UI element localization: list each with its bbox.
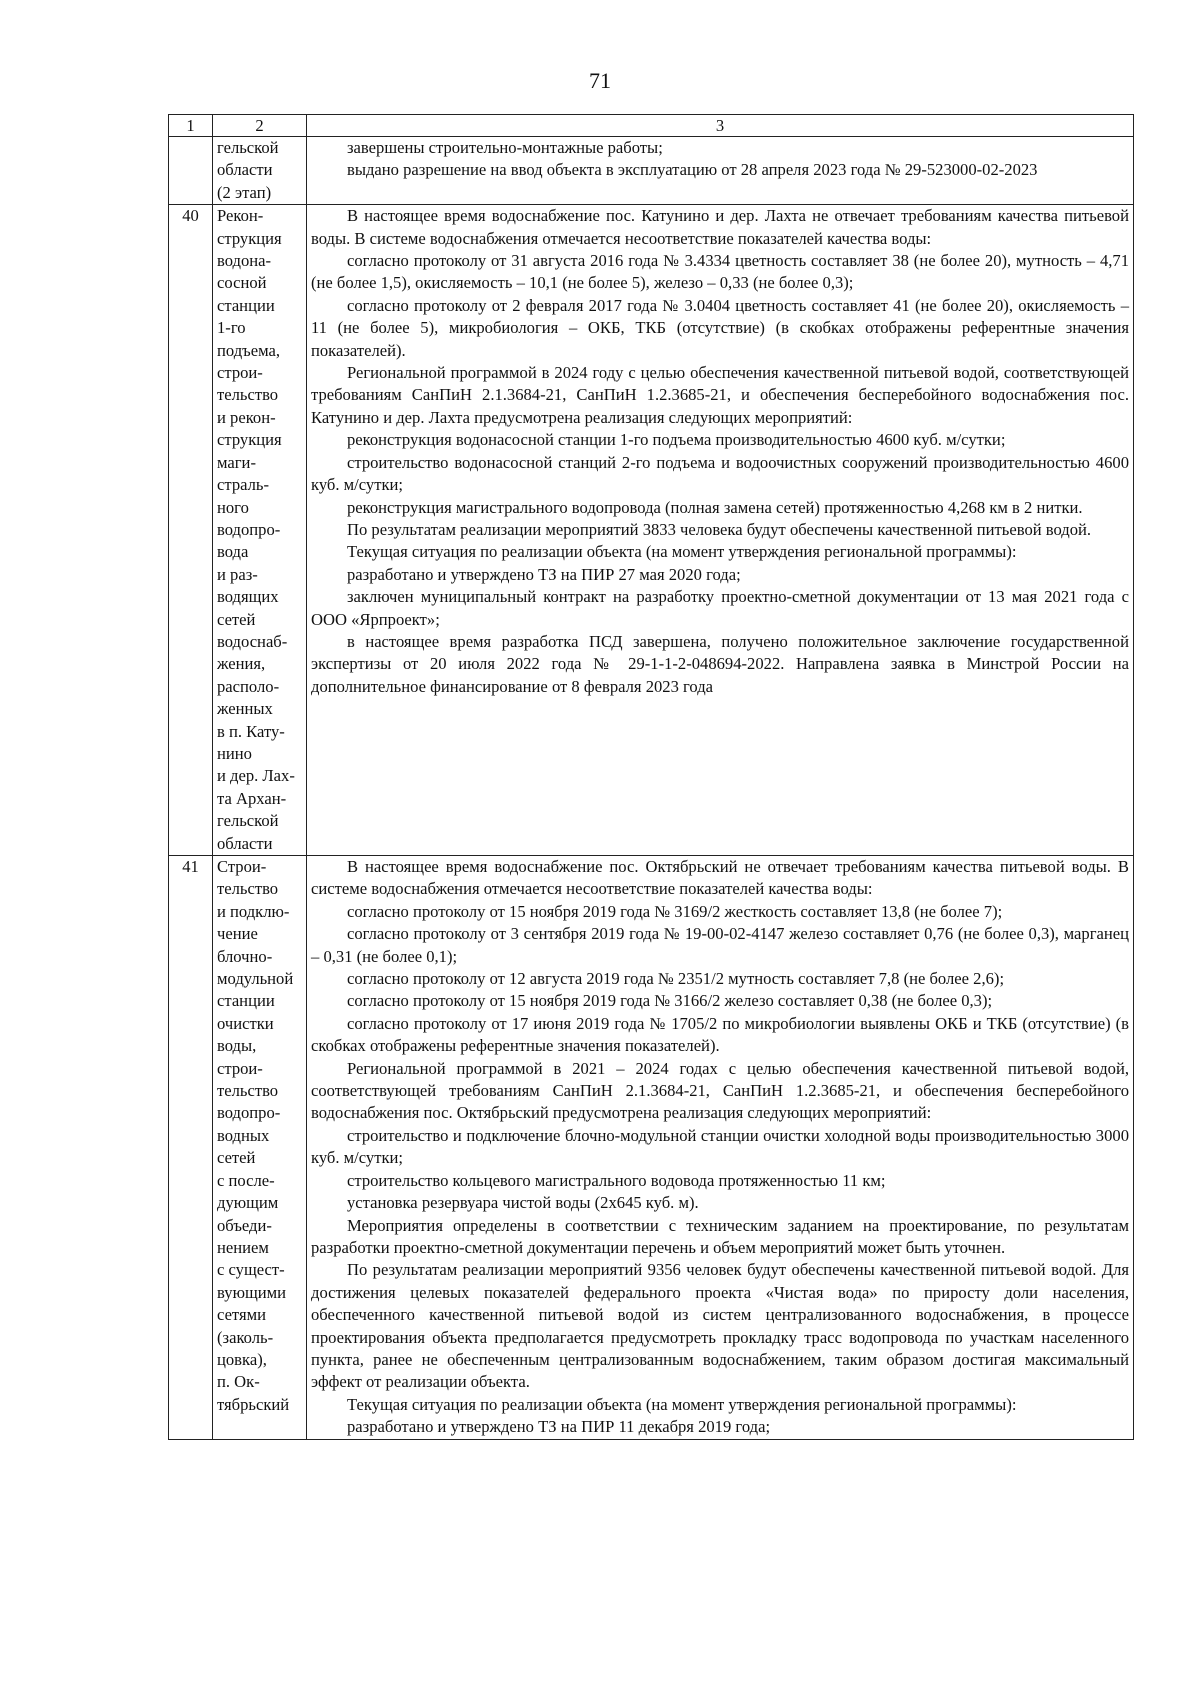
description-paragraph: согласно протоколу от 2 февраля 2017 года № 3.0404 цветность составляет 41 (не более 20), окисляемость – 11 (не более 5), микробиология – ОКБ, ТКБ (отсутствие) (в скобках отображены референтные значения показателей). [311,295,1129,360]
object-name-line: области [217,833,273,853]
description-paragraph: разработано и утверждено ТЗ на ПИР 11 декабря 2019 года; [347,1417,771,1437]
description-paragraph: разработано и утверждено ТЗ на ПИР 27 мая 2020 года; [347,564,741,584]
object-name-line: водящих [217,587,279,607]
object-name-line: с сущест- [217,1260,285,1280]
description-paragraph: реконструкция магистрального водопровода (полная замена сетей) протяженностью 4,268 км в 2 нитки. [347,497,1083,517]
object-name-line: водопро- [217,1103,281,1123]
description-paragraph: согласно протоколу от 31 августа 2016 года № 3.4334 цветность составляет 38 (не более 20), мутность – 4,71 (не более 1,5), окисляемость – 10,1 (не более 5), железо – 0,33 (не более 0,3); [311,251,1129,293]
page-number: 71 [589,68,611,93]
object-name-line: 1-го [217,318,246,338]
object-name-line: строи- [217,363,263,383]
object-name-line: сетями [217,1305,266,1325]
object-name-line: сетей [217,609,256,629]
description-paragraph: Мероприятия определены в соответствии с техническим заданием на проектирование, по результатам разработки проектно-сметной документации перечень и объем мероприятий может быть уточнен. [311,1215,1129,1257]
description-paragraph: строительство кольцевого магистрального водовода протяженностью 11 км; [347,1170,886,1190]
description-paragraph: завершены строительно-монтажные работы; [347,138,663,157]
object-name-line: (заколь- [217,1327,274,1347]
object-name-line: с после- [217,1170,275,1190]
object-name-line: гельской [217,811,279,831]
object-name-line: тябрьский [217,1394,290,1414]
object-name-line: тельство [217,385,279,405]
object-name-line: женных [217,699,273,719]
object-name-line: подъема, [217,340,280,360]
description-paragraph: установка резервуара чистой воды (2х645 куб. м). [347,1193,699,1213]
object-name-line: модульной [217,969,294,989]
object-name-line: водных [217,1125,270,1145]
description-paragraph: заключен муниципальный контракт на разработку проектно-сметной документации от 13 мая 2021 года с ООО «Ярпроект»; [311,587,1129,629]
document-table [168,114,1134,1440]
object-name-cell [213,137,307,205]
table-header-row [169,115,1134,137]
object-name-line: дующим [217,1193,279,1213]
object-name-line: сетей [217,1148,256,1168]
object-name-line: вода [217,542,249,562]
object-name-line: гельской [217,138,279,157]
object-name-line: Строи- [217,857,267,876]
description-paragraph: выдано разрешение на ввод объекта в эксплуатацию от 28 апреля 2023 года № 29-523000-02-2023 [347,160,1038,180]
object-name-line: нино [217,743,252,763]
table-row [169,137,1134,205]
header-col-1: 1 [169,115,213,137]
object-name-line: водоснаб- [217,631,288,651]
object-name-line: очистки [217,1013,274,1033]
row-number: 41 [169,856,213,1440]
table-body [169,115,1134,1440]
object-name-line: и рекон- [217,407,276,427]
description-paragraph: Текущая ситуация по реализации объекта (на момент утверждения региональной программы): [347,542,1017,562]
object-name-line: объеди- [217,1215,272,1235]
header-col-3: 3 [307,115,1134,137]
description-paragraph: По результатам реализации мероприятий 3833 человека будут обеспечены качественной питьевой водой. [347,519,1092,539]
description-paragraph: строительство и подключение блочно-модульной станции очистки холодной воды производительностью 3000 куб. м/сутки; [311,1125,1129,1168]
description-paragraph: согласно протоколу от 12 августа 2019 года № 2351/2 мутность составляет 7,8 (не более 2,6); [347,969,1005,989]
object-name-line: вующими [217,1282,286,1302]
description-paragraph: согласно протоколу от 15 ноября 2019 года № 3169/2 жесткость составляет 13,8 (не более 7); [347,901,1003,921]
object-name-line: и дер. Лах- [217,766,295,786]
object-name-line: жения, [217,654,266,674]
object-name-line: и раз- [217,564,258,584]
object-name-line: нением [217,1237,269,1257]
object-name-line: п. Ок- [217,1372,260,1392]
description-paragraph: Региональной программой в 2024 году с целью обеспечения качественной питьевой водой, соответствующей требованиям СанПиН 2.1.3684-21, СанПиН 1.2.3685-21, и обеспечения бесперебойного водоснабжения пос. Катунино и дер. Лахта предусмотрена реализация следующих мероприятий: [311,363,1129,427]
description-paragraph: строительство водонасосной станций 2-го подъема и водоочистных сооружений производительностью 4600 куб. м/сутки; [311,452,1129,495]
description-paragraph: реконструкция водонасосной станции 1-го подъема производительностью 4600 куб. м/сутки; [347,430,1006,450]
description-paragraph: согласно протоколу от 3 сентября 2019 года № 19-00-02-4147 железо составляет 0,76 (не более 0,3), марганец – 0,31 (не более 0,1); [311,924,1129,966]
object-name-cell [213,205,307,856]
object-name-line: ного [217,497,249,517]
object-name-line: сосной [217,273,267,293]
object-name-line: струкция [217,430,282,450]
description-cell [307,205,1134,856]
object-name-line: струкция [217,228,282,248]
object-name-line: блочно- [217,946,273,966]
header-col-2: 2 [213,115,307,137]
description-paragraph: согласно протоколу от 15 ноября 2019 года № 3166/2 железо составляет 0,38 (не более 0,3); [347,991,993,1011]
object-name-line: маги- [217,452,256,472]
object-name-line: водопро- [217,519,281,539]
row-number: 40 [169,205,213,856]
description-paragraph: В настоящее время водоснабжение пос. Октябрьский не отвечает требованиям качества питьевой воды. В системе водоснабжения отмечается несоответствие показателей качества воды: [311,857,1129,899]
table-row [169,856,1134,1440]
object-name-line: строи- [217,1058,263,1078]
description-cell [307,856,1134,1440]
object-name-line: (2 этап) [217,182,272,202]
description-paragraph: По результатам реализации мероприятий 9356 человек будут обеспечены качественной питьевой водой. Для достижения целевых показателей федерального проекта «Чистая вода» по приросту доли населения, обеспеченного качественной питьевой водой из систем централизованного водоснабжения, в процессе проектирования объекта предполагается предусмотреть прокладку трасс водопровода по участкам населенного пункта, ранее не обеспеченным централизованным водоснабжением, таким образом достигая максимальный эффект от реализации объекта. [311,1260,1129,1392]
object-name-line: станции [217,991,275,1011]
object-name-line: чение [217,924,258,944]
description-paragraph: Текущая ситуация по реализации объекта (на момент утверждения региональной программы): [347,1394,1017,1414]
description-paragraph: В настоящее время водоснабжение пос. Катунино и дер. Лахта не отвечает требованиям качества питьевой воды. В системе водоснабжения отмечается несоответствие показателей качества воды: [311,206,1129,248]
object-name-cell [213,856,307,1440]
object-name-line: области [217,160,273,180]
table-row [169,205,1134,856]
object-name-line: станции [217,295,275,315]
object-name-line: Рекон- [217,206,264,226]
description-cell [307,137,1134,205]
object-name-line: тельство [217,1081,279,1101]
object-name-line: в п. Кату- [217,721,285,741]
description-paragraph: Региональной программой в 2021 – 2024 годах с целью обеспечения качественной питьевой водой, соответствующей требованиям СанПиН 2.1.3684-21, СанПиН 1.2.3685-21, и обеспечения бесперебойного водоснабжения пос. Октябрьский предусмотрена реализация следующих мероприятий: [311,1058,1129,1123]
object-name-line: располо- [217,676,280,696]
object-name-line: и подклю- [217,901,290,921]
object-name-line: воды, [217,1036,257,1056]
row-number [169,137,213,205]
object-name-line: та Архан- [217,788,287,808]
object-name-line: цовка), [217,1349,267,1369]
object-name-line: тельство [217,879,279,899]
object-name-line: водона- [217,251,272,271]
description-paragraph: согласно протоколу от 17 июня 2019 года № 1705/2 по микробиологии выявлены ОКБ и ТКБ (отсутствие) (в скобках отображены референтные значения показателей). [311,1013,1129,1056]
object-name-line: страль- [217,475,270,495]
description-paragraph: в настоящее время разработка ПСД завершена, получено положительное заключение государственной экспертизы от 20 июля 2022 года № 29-1-1-2-048694-2022. Направлена заявка в Минстрой России на дополнительное финансирование от 8 февраля 2023 года [311,631,1129,696]
